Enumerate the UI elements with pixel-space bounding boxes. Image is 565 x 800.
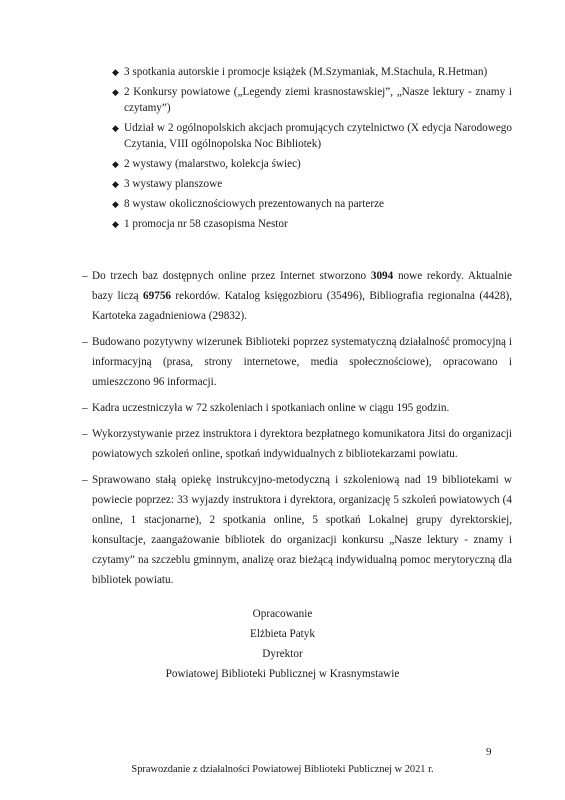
- sub-list: [112, 64, 512, 236]
- diamond-bullet-icon: ◆: [112, 159, 119, 169]
- list-item: [82, 398, 512, 418]
- list-item-text: [92, 266, 512, 326]
- text-run: nowe rekordy. Aktualnie bazy liczą: [92, 270, 512, 302]
- dash-bullet-icon: –: [82, 402, 88, 414]
- list-item-text: 3 wystawy planszowe: [124, 178, 223, 190]
- list-item: [112, 156, 512, 172]
- list-item-text: 2 wystawy (malarstwo, kolekcja świec): [124, 158, 301, 170]
- diamond-bullet-icon: ◆: [112, 179, 119, 189]
- list-item-text: Udział w 2 ogólnopolskich akcjach promujących czytelnictwo (X edycja Narodowego Czytania, VIII ogólnopolska Noc Bibliotek): [124, 122, 512, 150]
- signature-prepared-by: Opracowanie: [252, 608, 313, 620]
- diamond-bullet-icon: ◆: [112, 87, 119, 97]
- main-list: [82, 266, 513, 596]
- diamond-bullet-icon: ◆: [112, 123, 119, 133]
- list-item-text: Wykorzystywanie przez instruktora i dyrektora bezpłatnego komunikatora Jitsi do organizacji powiatowych szkoleń online, spotkań indywidualnych z bibliotekarzami powiatu.: [92, 428, 512, 460]
- text-run: rekordów. Katalog księgozbioru (35496), Bibliografia regionalna (4428), Kartoteka zagadnieniowa (29832).: [92, 290, 513, 322]
- list-item: [112, 120, 512, 152]
- signature-block: [0, 604, 565, 684]
- signature-title: Dyrektor: [262, 648, 303, 660]
- list-item: [82, 266, 513, 326]
- dash-bullet-icon: –: [82, 336, 88, 348]
- list-item-text: Budowano pozytywny wizerunek Biblioteki poprzez systematyczną działalność promocyjną i informacyjną (prasa, strony internetowe, media społecznościowe), opracowano i umieszczono 96 informacji.: [92, 336, 512, 388]
- list-item-text: 8 wystaw okolicznościowych prezentowanych na parterze: [124, 198, 385, 210]
- list-item: [82, 332, 512, 392]
- signature-institution: Powiatowej Biblioteki Publicznej w Krasnymstawie: [165, 668, 400, 680]
- list-item: [82, 470, 512, 590]
- list-item-text: Kadra uczestniczyła w 72 szkoleniach i spotkaniach online w ciągu 195 godzin.: [92, 402, 450, 414]
- dash-bullet-icon: –: [82, 428, 88, 440]
- list-item: [112, 176, 512, 192]
- list-item-text: 1 promocja nr 58 czasopisma Nestor: [124, 218, 288, 230]
- list-item-text: 3 spotkania autorskie i promocje książek (M.Szymaniak, M.Stachula, R.Hetman): [124, 66, 488, 78]
- diamond-bullet-icon: ◆: [112, 219, 119, 229]
- list-item: [112, 196, 512, 212]
- text-run: Do trzech baz dostępnych online przez Internet stworzono: [92, 270, 371, 282]
- list-item: [82, 424, 512, 464]
- page-number: 9: [486, 746, 492, 758]
- list-item-text: 2 Konkursy powiatowe („Legendy ziemi krasnostawskiej”, „Nasze lektury - znamy i czytamy”): [124, 86, 512, 114]
- new-records-count: 3094: [370, 270, 394, 282]
- diamond-bullet-icon: ◆: [112, 67, 119, 77]
- dash-bullet-icon: –: [82, 474, 88, 486]
- page-footer: Sprawozdanie z działalności Powiatowej Biblioteki Publicznej w 2021 r.: [131, 764, 434, 775]
- total-records-count: 69756: [143, 290, 171, 302]
- signature-name: Elżbieta Patyk: [250, 628, 315, 640]
- list-item: [112, 84, 512, 116]
- list-item: [112, 64, 512, 80]
- diamond-bullet-icon: ◆: [112, 199, 119, 209]
- list-item-text: Sprawowano stałą opiekę instrukcyjno-metodyczną i szkoleniową nad 19 bibliotekami w powiecie poprzez: 33 wyjazdy instruktora i dyrektora, organizację 5 szkoleń powiatowych (4 online, 1 stacjonarne), 2 spotkania online, 5 spotkań Lokalnej grupy dyrektorskiej, konsultacje, zaangażowanie bibliotek do organizacji konkursu „Nasze lektury - znamy i czytamy” na szczeblu gminnym, analizę oraz bieżącą indywidualną pomoc merytoryczną dla bibliotek powiatu.: [92, 474, 512, 586]
- dash-bullet-icon: –: [82, 270, 88, 282]
- list-item: [112, 216, 512, 232]
